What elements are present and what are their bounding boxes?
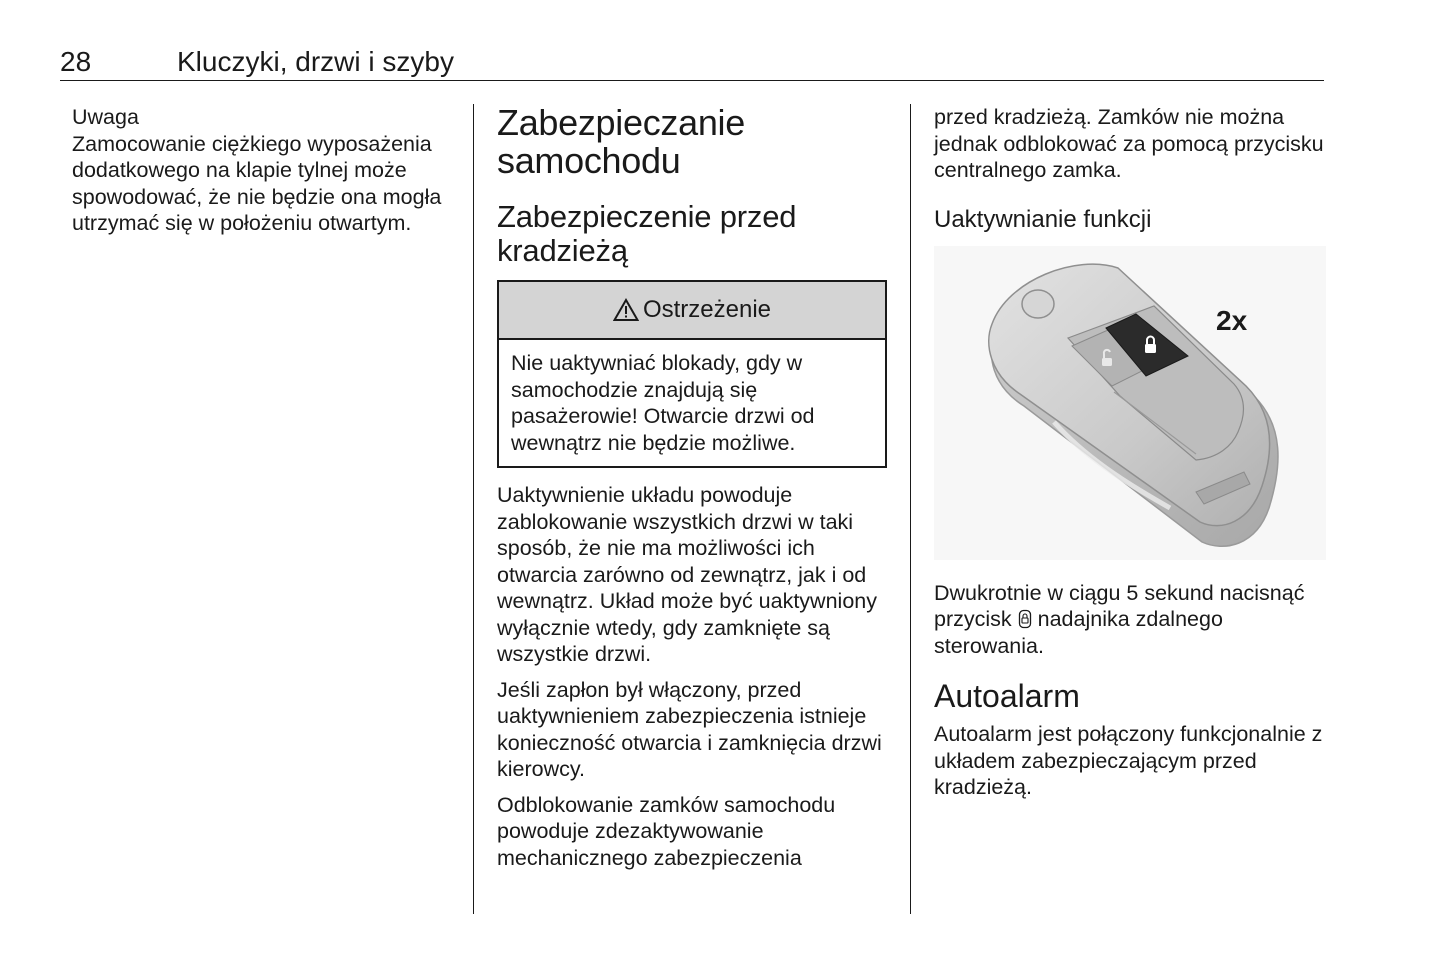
key-fob-illustration: [934, 246, 1326, 560]
paragraph: Uaktywnienie układu powoduje zablokowanie wszystkich drzwi w taki sposób, że nie ma możliwości ich otwarcia zarówno od zewnątrz, jak i od wewnątrz. Układ może być uaktywniony wyłącznie wtedy, gdy zamknięte są wszystkie drzwi.: [497, 483, 877, 666]
chapter-title: Kluczyki, drzwi i szyby: [177, 46, 454, 77]
press-count-label: 2x: [1216, 304, 1248, 336]
lock-icon: [1018, 609, 1032, 629]
instruction-text: Dwukrotnie w ciągu 5 sekund nacisnąć przycisk: [934, 580, 1305, 631]
paragraph: Autoalarm jest połączony funkcjonalnie z układem zabezpieczającym przed kradzieżą.: [934, 722, 1323, 799]
subheading: Uaktywnianie funkcji: [934, 205, 1152, 233]
paragraph: Jeśli zapłon był włączony, przed uaktywnieniem zabezpieczenia istnieje konieczność otwarcia i zamknięcia drzwi kierowcy.: [497, 677, 882, 781]
warning-text: Nie uaktywniać blokady, gdy w samochodzie znajdują się pasażerowie! Otwarcie drzwi od wewnątrz nie będzie możliwe.: [511, 351, 815, 455]
subsection-heading: Zabezpieczenie przed kradzieżą: [497, 199, 797, 268]
warning-box: [497, 280, 887, 468]
paragraph: Odblokowanie zamków samochodu powoduje zdezaktywowanie mechanicznego zabezpieczenia: [497, 792, 836, 870]
key-fob-icon: [934, 246, 1326, 560]
warning-title: Ostrzeżenie: [642, 296, 772, 323]
section-heading: Zabezpieczanie samochodu: [497, 102, 745, 181]
note-text: Zamocowanie ciężkiego wyposażenia dodatkowego na klapie tylnej może spowodować, że nie będzie ona mogła utrzymać się w położeniu otwartym.: [72, 131, 442, 235]
warning-header: [499, 282, 885, 340]
column-divider: [910, 104, 911, 914]
section-heading: Autoalarm: [934, 678, 1080, 714]
page-number: 28: [60, 46, 92, 77]
page-header: [60, 44, 1324, 81]
column-left: [72, 104, 457, 246]
paragraph: przed kradzieżą. Zamków nie można jednak odblokować za pomocą przycisku centralnego zamka.: [934, 105, 1324, 182]
warning-triangle-icon: [613, 298, 639, 322]
instruction-text-end: nadajnika zdalnego sterowania.: [934, 607, 1223, 658]
instruction-paragraph: [934, 580, 1329, 660]
column-middle: [497, 104, 892, 880]
column-right: [934, 104, 1329, 810]
column-divider: [473, 104, 474, 914]
note-title: Uwaga: [72, 105, 139, 129]
